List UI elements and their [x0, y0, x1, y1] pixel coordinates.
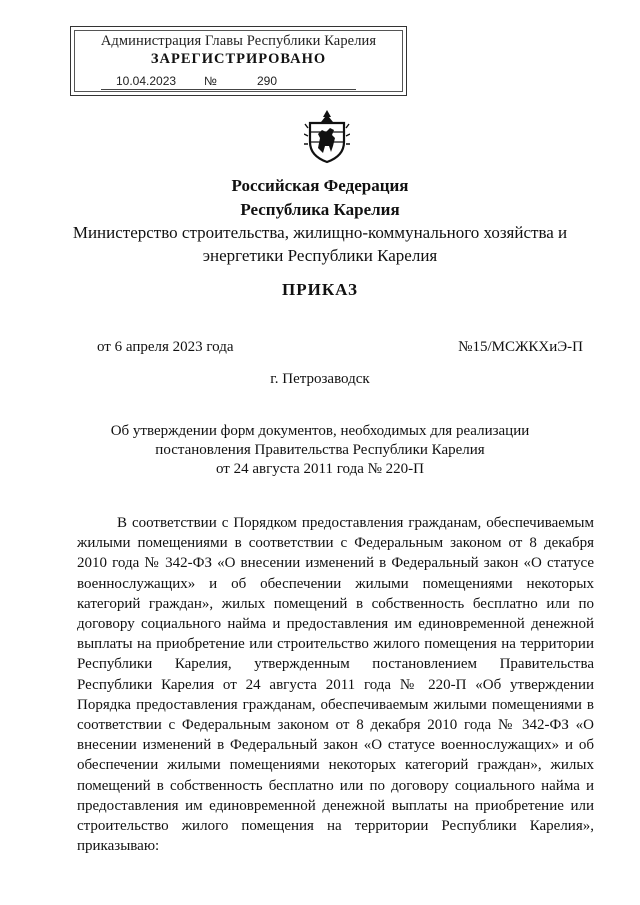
- stamp-date: 10.04.2023: [116, 74, 177, 88]
- header-ministry-line2: энергетики Республики Карелия: [202, 246, 438, 265]
- stamp-number: 290: [257, 74, 278, 88]
- subject-line-3: от 24 августа 2011 года № 220-П: [215, 461, 425, 477]
- subject-line-1: Об утверждении форм документов, необходимых для реализации: [110, 423, 530, 439]
- order-date: от 6 апреля 2023 года: [97, 339, 234, 355]
- stamp-underline: [101, 89, 356, 90]
- order-number: №15/МСЖКХиЭ-П: [458, 339, 583, 355]
- stamp-organization: Администрация Главы Республики Карелия: [100, 33, 377, 49]
- coat-of-arms-karelia-icon: [304, 108, 350, 164]
- body-paragraph: В соответствии с Порядком предоставления гражданам, обеспечиваемым жилыми помещениями в соответствии с Федеральным законом от 8 декабря 2010 года № 342-ФЗ «О внесении изменений в Федеральный закон «О статусе военнослужащих» и об обеспечении жилыми помещениями некоторых категорий граждан», жилых помещений в собственность бесплатно или по договору социального найма и предоставления им единовременной денежной выплаты на приобретение или строительство жилого помещения на территории Республики Карелия, утвержденным постановлением Правительства Республики Карелия от 24 августа 2011 года № 220-П «Об утверждении Порядка предоставления гражданам, обеспечиваемым жилыми помещениями в соответствии с Федеральным законом от 8 декабря 2010 года № 342-ФЗ «О внесении изменений в Федеральный закон «О статусе военнослужащих» и об обеспечении жилыми помещениями некоторых категорий граждан», жилых помещений в собственность бесплатно или по договору социального найма и предоставления им единовременной денежной выплаты на приобретение или строительство жилого помещения на территории Республики Карелия», приказываю:: [77, 515, 594, 855]
- stamp-number-sign: №: [204, 74, 217, 88]
- document-type-title: ПРИКАЗ: [282, 280, 358, 299]
- header-republic: Республика Карелия: [240, 200, 400, 219]
- header-ministry-line1: Министерство строительства, жилищно-коммунального хозяйства и: [72, 223, 568, 242]
- stamp-status: ЗАРЕГИСТРИРОВАНО: [150, 51, 327, 67]
- registration-stamp: [70, 26, 407, 96]
- order-city: г. Петрозаводск: [270, 371, 370, 387]
- subject-line-2: постановления Правительства Республики Карелия: [155, 442, 485, 458]
- header-federation: Российская Федерация: [231, 176, 409, 195]
